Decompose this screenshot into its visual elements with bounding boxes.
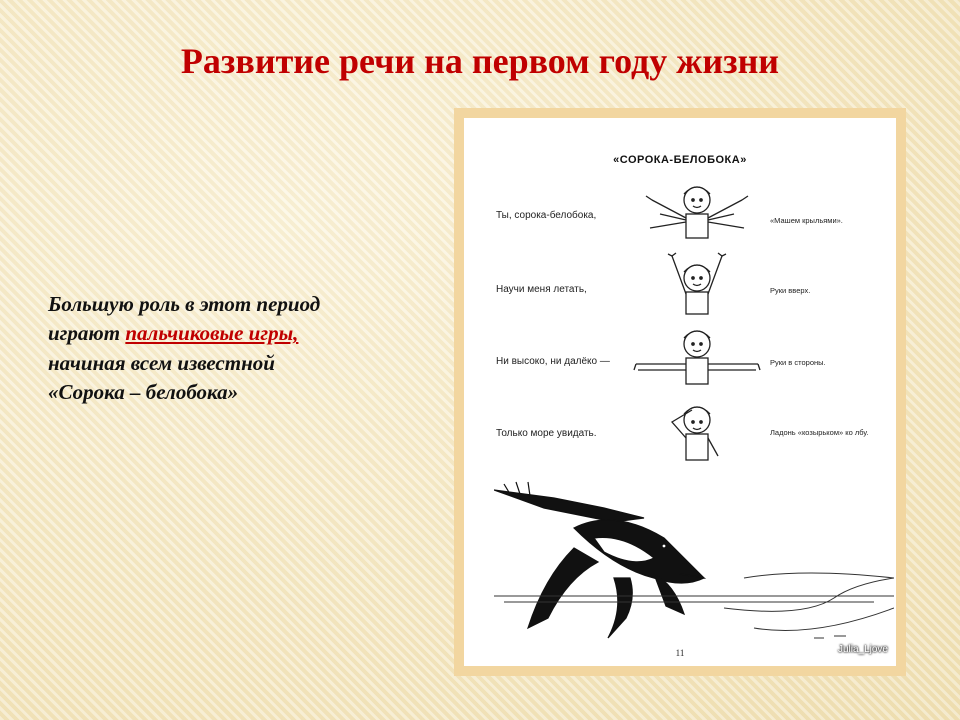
gesture-note-3: Руки в стороны. [770, 358, 826, 367]
child-palm-to-forehead-illustration [632, 398, 762, 462]
slide-title: Развитие речи на первом году жизни [180, 41, 780, 81]
body-line-2 [48, 319, 428, 348]
body-line-1: Большую роль в этот период [48, 292, 321, 316]
child-flapping-arms-illustration [632, 178, 762, 242]
watermark: Julia_Ljove [837, 644, 888, 655]
verse-line-1: Ты, сорока-белобока, [496, 210, 597, 221]
finger-games-link[interactable]: пальчиковые игры, [125, 321, 299, 346]
verse-line-2: Научи меня летать, [496, 284, 587, 295]
child-arms-up-illustration [632, 252, 762, 316]
picture-frame [454, 108, 906, 676]
child-arms-sideways-illustration [632, 324, 762, 388]
page-number: 11 [675, 648, 685, 658]
gesture-note-2: Руки вверх. [770, 286, 811, 295]
gesture-note-4: Ладонь «козырьком» ко лбу. [770, 428, 869, 437]
book-page-heading: «СОРОКА-БЕЛОБОКА» [613, 154, 747, 166]
magpie-over-sea-illustration [494, 478, 894, 648]
body-line-3: начиная всем известной [48, 350, 275, 375]
body-line-4: «Сорока – белобока» [48, 380, 239, 405]
body-line-2-prefix: играют [48, 321, 126, 346]
body-text [48, 290, 428, 408]
verse-line-4: Только море увидать. [496, 428, 597, 439]
verse-line-3: Ни высоко, ни далёко — [496, 356, 610, 367]
gesture-note-1: «Машем крыльями». [770, 216, 843, 225]
book-page-image [464, 118, 896, 666]
